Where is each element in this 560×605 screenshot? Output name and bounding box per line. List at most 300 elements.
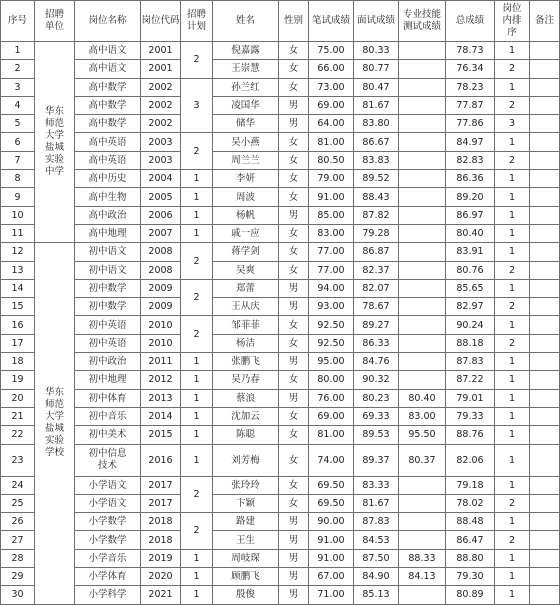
cell-remarks	[530, 494, 560, 512]
table-row	[1, 531, 560, 549]
cell-skill-score	[399, 334, 446, 352]
cell-skill-score	[399, 316, 446, 334]
cell-remarks	[530, 96, 560, 114]
cell-position-code: 2007	[141, 224, 181, 242]
cell-interview-score: 87.50	[354, 549, 399, 567]
cell-remarks	[530, 298, 560, 316]
cell-rank: 1	[495, 243, 530, 261]
cell-position-code: 2012	[141, 371, 181, 389]
cell-total-score: 82.06	[446, 444, 495, 476]
cell-total-score: 78.23	[446, 78, 495, 96]
cell-written-score: 81.00	[309, 133, 354, 151]
cell-name: 王从庆	[213, 298, 279, 316]
cell-interview-score: 89.27	[354, 316, 399, 334]
cell-total-score: 88.76	[446, 426, 495, 444]
cell-remarks	[530, 279, 560, 297]
cell-remarks	[530, 334, 560, 352]
cell-gender: 男	[279, 279, 309, 297]
cell-position: 初中数学	[75, 298, 141, 316]
cell-total-score: 86.97	[446, 206, 495, 224]
cell-position: 初中英语	[75, 334, 141, 352]
cell-plan: 2	[181, 243, 213, 280]
cell-position: 高中数学	[75, 96, 141, 114]
cell-rank: 2	[495, 60, 530, 78]
header-interview-score: 面试成绩	[354, 1, 399, 42]
cell-name: 杨洁	[213, 334, 279, 352]
cell-position: 高中政治	[75, 206, 141, 224]
cell-plan: 1	[181, 389, 213, 407]
cell-position-code: 2010	[141, 334, 181, 352]
table-row	[1, 224, 560, 242]
cell-interview-score: 83.33	[354, 476, 399, 494]
cell-written-score: 71.00	[309, 586, 354, 604]
cell-position-code: 2015	[141, 426, 181, 444]
table-row	[1, 334, 560, 352]
table-row	[1, 298, 560, 316]
cell-rank: 2	[495, 298, 530, 316]
cell-gender: 女	[279, 170, 309, 188]
cell-plan: 2	[181, 42, 213, 79]
table-row	[1, 371, 560, 389]
header-gender: 性别	[279, 1, 309, 42]
cell-position-code: 2009	[141, 279, 181, 297]
cell-position-code: 2011	[141, 353, 181, 371]
cell-position-code: 2008	[141, 243, 181, 261]
cell-gender: 女	[279, 42, 309, 60]
cell-gender: 女	[279, 60, 309, 78]
cell-index: 12	[1, 243, 35, 261]
table-row	[1, 261, 560, 279]
cell-position-code: 2002	[141, 78, 181, 96]
cell-remarks	[530, 115, 560, 133]
cell-name: 沈加云	[213, 407, 279, 425]
header-unit: 招聘单位	[35, 1, 75, 42]
cell-name: 戚一应	[213, 224, 279, 242]
cell-gender: 女	[279, 444, 309, 476]
cell-interview-score: 90.32	[354, 371, 399, 389]
cell-rank: 1	[495, 206, 530, 224]
table-row	[1, 407, 560, 425]
cell-total-score: 89.20	[446, 188, 495, 206]
cell-interview-score: 84.76	[354, 353, 399, 371]
cell-name: 路建	[213, 513, 279, 531]
unit-name: 华东师范大学盐城实验中学	[45, 106, 65, 178]
cell-index: 16	[1, 316, 35, 334]
cell-interview-score: 86.67	[354, 133, 399, 151]
cell-remarks	[530, 188, 560, 206]
cell-total-score: 82.83	[446, 151, 495, 169]
cell-index: 9	[1, 188, 35, 206]
cell-index: 26	[1, 513, 35, 531]
cell-interview-score: 89.37	[354, 444, 399, 476]
table-row	[1, 513, 560, 531]
cell-remarks	[530, 426, 560, 444]
cell-index: 5	[1, 115, 35, 133]
cell-interview-score: 80.33	[354, 42, 399, 60]
cell-interview-score: 83.80	[354, 115, 399, 133]
cell-position-code: 2006	[141, 206, 181, 224]
cell-index: 21	[1, 407, 35, 425]
cell-plan: 2	[181, 476, 213, 513]
cell-name: 邹菲菲	[213, 316, 279, 334]
cell-name: 张玲玲	[213, 476, 279, 494]
cell-gender: 男	[279, 568, 309, 586]
cell-position: 高中数学	[75, 78, 141, 96]
cell-gender: 女	[279, 188, 309, 206]
table-row	[1, 151, 560, 169]
cell-name: 蔡浪	[213, 389, 279, 407]
header-index: 序号	[1, 1, 35, 42]
cell-gender: 男	[279, 549, 309, 567]
cell-interview-score: 88.43	[354, 188, 399, 206]
cell-written-score: 79.00	[309, 170, 354, 188]
cell-position: 小学数学	[75, 513, 141, 531]
cell-name: 吴乃春	[213, 371, 279, 389]
cell-interview-score: 79.28	[354, 224, 399, 242]
cell-rank: 1	[495, 568, 530, 586]
cell-position	[75, 444, 141, 476]
cell-written-score: 93.00	[309, 298, 354, 316]
cell-index: 15	[1, 298, 35, 316]
cell-written-score: 66.00	[309, 60, 354, 78]
cell-rank: 1	[495, 170, 530, 188]
cell-written-score: 74.00	[309, 444, 354, 476]
cell-total-score: 78.73	[446, 42, 495, 60]
unit-name: 华东师范大学盐城实验学校	[45, 387, 65, 459]
cell-total-score: 90.24	[446, 316, 495, 334]
cell-written-score: 94.00	[309, 279, 354, 297]
cell-position: 高中数学	[75, 115, 141, 133]
cell-written-score: 67.00	[309, 568, 354, 586]
cell-written-score: 77.00	[309, 261, 354, 279]
cell-plan: 1	[181, 224, 213, 242]
cell-skill-score	[399, 188, 446, 206]
cell-written-score: 92.50	[309, 334, 354, 352]
cell-position-code: 2001	[141, 42, 181, 60]
cell-position: 初中地理	[75, 371, 141, 389]
cell-gender: 女	[279, 334, 309, 352]
cell-gender: 男	[279, 353, 309, 371]
cell-index: 28	[1, 549, 35, 567]
cell-rank: 1	[495, 389, 530, 407]
table-row	[1, 353, 560, 371]
cell-position-code: 2002	[141, 115, 181, 133]
cell-written-score: 69.50	[309, 476, 354, 494]
cell-skill-score	[399, 206, 446, 224]
cell-gender: 男	[279, 389, 309, 407]
cell-rank: 2	[495, 531, 530, 549]
header-skill-score: 专业技能测试成绩	[399, 1, 446, 42]
cell-position: 初中音乐	[75, 407, 141, 425]
cell-position: 小学数学	[75, 531, 141, 549]
cell-written-score: 69.00	[309, 96, 354, 114]
cell-remarks	[530, 444, 560, 476]
cell-skill-score	[399, 78, 446, 96]
cell-plan: 2	[181, 133, 213, 170]
table-row	[1, 206, 560, 224]
cell-name: 储华	[213, 115, 279, 133]
cell-name: 顾鹏飞	[213, 568, 279, 586]
cell-remarks	[530, 568, 560, 586]
cell-skill-score	[399, 151, 446, 169]
header-rank: 岗位内排序	[495, 1, 530, 42]
table-row	[1, 426, 560, 444]
cell-remarks	[530, 151, 560, 169]
table-row	[1, 494, 560, 512]
cell-index: 6	[1, 133, 35, 151]
cell-gender: 男	[279, 298, 309, 316]
cell-unit	[35, 243, 75, 604]
cell-rank: 1	[495, 316, 530, 334]
cell-interview-score: 82.07	[354, 279, 399, 297]
cell-name: 殷俊	[213, 586, 279, 604]
cell-position-code: 2008	[141, 261, 181, 279]
cell-total-score: 85.65	[446, 279, 495, 297]
cell-index: 3	[1, 78, 35, 96]
cell-skill-score	[399, 298, 446, 316]
cell-interview-score: 89.52	[354, 170, 399, 188]
cell-gender: 男	[279, 115, 309, 133]
cell-index: 25	[1, 494, 35, 512]
cell-rank: 1	[495, 513, 530, 531]
header-name: 姓名	[213, 1, 279, 42]
table-row	[1, 78, 560, 96]
cell-position: 高中语文	[75, 60, 141, 78]
cell-position-code: 2005	[141, 188, 181, 206]
cell-index: 8	[1, 170, 35, 188]
cell-rank: 1	[495, 133, 530, 151]
cell-remarks	[530, 586, 560, 604]
cell-index: 10	[1, 206, 35, 224]
cell-rank: 1	[495, 426, 530, 444]
cell-index: 11	[1, 224, 35, 242]
cell-interview-score: 86.87	[354, 243, 399, 261]
cell-index: 19	[1, 371, 35, 389]
cell-rank: 3	[495, 115, 530, 133]
cell-position-code: 2002	[141, 96, 181, 114]
cell-skill-score: 84.13	[399, 568, 446, 586]
cell-gender: 男	[279, 96, 309, 114]
cell-position-code: 2017	[141, 494, 181, 512]
cell-remarks	[530, 224, 560, 242]
cell-plan: 1	[181, 188, 213, 206]
cell-index: 17	[1, 334, 35, 352]
cell-total-score: 82.97	[446, 298, 495, 316]
cell-skill-score: 80.40	[399, 389, 446, 407]
cell-plan: 2	[181, 513, 213, 550]
cell-remarks	[530, 206, 560, 224]
table-row	[1, 188, 560, 206]
cell-total-score: 79.18	[446, 476, 495, 494]
cell-gender: 女	[279, 78, 309, 96]
header-row	[1, 1, 560, 42]
cell-skill-score	[399, 42, 446, 60]
cell-remarks	[530, 389, 560, 407]
table-row	[1, 476, 560, 494]
cell-position: 高中生物	[75, 188, 141, 206]
cell-name: 郑蕾	[213, 279, 279, 297]
cell-position-code: 2003	[141, 133, 181, 151]
cell-position: 初中体育	[75, 389, 141, 407]
cell-name: 吴小燕	[213, 133, 279, 151]
cell-remarks	[530, 42, 560, 60]
table-row	[1, 568, 560, 586]
cell-remarks	[530, 78, 560, 96]
cell-position: 初中政治	[75, 353, 141, 371]
table-row	[1, 586, 560, 604]
cell-remarks	[530, 371, 560, 389]
table-row	[1, 96, 560, 114]
cell-interview-score: 78.67	[354, 298, 399, 316]
cell-name: 杨帆	[213, 206, 279, 224]
cell-index: 22	[1, 426, 35, 444]
cell-index: 29	[1, 568, 35, 586]
cell-rank: 2	[495, 334, 530, 352]
cell-plan: 1	[181, 407, 213, 425]
cell-written-score: 69.50	[309, 494, 354, 512]
cell-name: 王崇慧	[213, 60, 279, 78]
cell-gender: 男	[279, 531, 309, 549]
cell-plan: 1	[181, 206, 213, 224]
cell-interview-score: 81.67	[354, 96, 399, 114]
cell-interview-score: 69.33	[354, 407, 399, 425]
cell-remarks	[530, 476, 560, 494]
cell-position-code: 2010	[141, 316, 181, 334]
cell-written-score: 91.00	[309, 531, 354, 549]
cell-skill-score	[399, 353, 446, 371]
cell-total-score: 88.80	[446, 549, 495, 567]
cell-name: 凌国华	[213, 96, 279, 114]
cell-position-code: 2016	[141, 444, 181, 476]
cell-index: 14	[1, 279, 35, 297]
cell-plan: 1	[181, 586, 213, 604]
cell-interview-score: 82.37	[354, 261, 399, 279]
cell-skill-score	[399, 261, 446, 279]
cell-rank: 1	[495, 188, 530, 206]
cell-gender: 女	[279, 151, 309, 169]
cell-total-score: 84.97	[446, 133, 495, 151]
cell-position-code: 2003	[141, 151, 181, 169]
table-row	[1, 549, 560, 567]
cell-remarks	[530, 316, 560, 334]
cell-written-score: 76.00	[309, 389, 354, 407]
cell-position: 高中英语	[75, 133, 141, 151]
cell-interview-score: 86.33	[354, 334, 399, 352]
cell-position-code: 2009	[141, 298, 181, 316]
cell-gender: 女	[279, 261, 309, 279]
cell-skill-score	[399, 476, 446, 494]
cell-interview-score: 87.83	[354, 513, 399, 531]
cell-gender: 男	[279, 586, 309, 604]
cell-rank: 1	[495, 407, 530, 425]
cell-rank: 1	[495, 476, 530, 494]
cell-skill-score: 83.00	[399, 407, 446, 425]
cell-rank: 1	[495, 224, 530, 242]
cell-position-code: 2019	[141, 549, 181, 567]
cell-plan: 1	[181, 549, 213, 567]
cell-remarks	[530, 133, 560, 151]
cell-name: 陈聪	[213, 426, 279, 444]
cell-position: 初中数学	[75, 279, 141, 297]
cell-index: 13	[1, 261, 35, 279]
cell-remarks	[530, 243, 560, 261]
cell-position-code: 2020	[141, 568, 181, 586]
cell-rank: 2	[495, 151, 530, 169]
cell-skill-score	[399, 96, 446, 114]
table-row	[1, 42, 560, 60]
cell-name: 吴爽	[213, 261, 279, 279]
position-name: 初中信息技术	[88, 448, 127, 472]
cell-rank: 1	[495, 279, 530, 297]
cell-plan: 1	[181, 170, 213, 188]
cell-position: 高中地理	[75, 224, 141, 242]
header-position: 岗位名称	[75, 1, 141, 42]
table-row	[1, 60, 560, 78]
cell-written-score: 69.00	[309, 407, 354, 425]
cell-total-score: 79.30	[446, 568, 495, 586]
cell-name: 张鹏飞	[213, 353, 279, 371]
cell-plan: 1	[181, 568, 213, 586]
cell-position: 小学语文	[75, 494, 141, 512]
table-row	[1, 243, 560, 261]
cell-index: 7	[1, 151, 35, 169]
cell-skill-score	[399, 115, 446, 133]
cell-remarks	[530, 549, 560, 567]
cell-gender: 女	[279, 476, 309, 494]
cell-total-score: 79.01	[446, 389, 495, 407]
header-written-score: 笔试成绩	[309, 1, 354, 42]
cell-remarks	[530, 513, 560, 531]
cell-remarks	[530, 531, 560, 549]
cell-gender: 男	[279, 513, 309, 531]
cell-position-code: 2004	[141, 170, 181, 188]
cell-interview-score: 87.82	[354, 206, 399, 224]
cell-name: 周波	[213, 188, 279, 206]
cell-skill-score	[399, 513, 446, 531]
cell-total-score: 77.87	[446, 96, 495, 114]
cell-position: 初中语文	[75, 261, 141, 279]
cell-gender: 女	[279, 133, 309, 151]
cell-remarks	[530, 261, 560, 279]
cell-name: 周岐琛	[213, 549, 279, 567]
cell-written-score: 83.00	[309, 224, 354, 242]
cell-total-score: 86.36	[446, 170, 495, 188]
table-row	[1, 279, 560, 297]
cell-plan: 1	[181, 353, 213, 371]
cell-position: 小学体育	[75, 568, 141, 586]
cell-position: 小学语文	[75, 476, 141, 494]
cell-rank: 1	[495, 42, 530, 60]
cell-gender: 男	[279, 206, 309, 224]
table-row	[1, 389, 560, 407]
cell-total-score: 80.76	[446, 261, 495, 279]
cell-plan: 1	[181, 371, 213, 389]
cell-skill-score	[399, 279, 446, 297]
cell-name: 倪嘉露	[213, 42, 279, 60]
table-row	[1, 170, 560, 188]
cell-skill-score	[399, 243, 446, 261]
cell-total-score: 80.40	[446, 224, 495, 242]
cell-rank: 1	[495, 586, 530, 604]
cell-written-score: 91.00	[309, 549, 354, 567]
cell-position-code: 2018	[141, 513, 181, 531]
cell-written-score: 95.00	[309, 353, 354, 371]
cell-rank: 2	[495, 261, 530, 279]
cell-total-score: 88.18	[446, 334, 495, 352]
cell-interview-score: 80.23	[354, 389, 399, 407]
cell-skill-score	[399, 170, 446, 188]
cell-gender: 女	[279, 494, 309, 512]
